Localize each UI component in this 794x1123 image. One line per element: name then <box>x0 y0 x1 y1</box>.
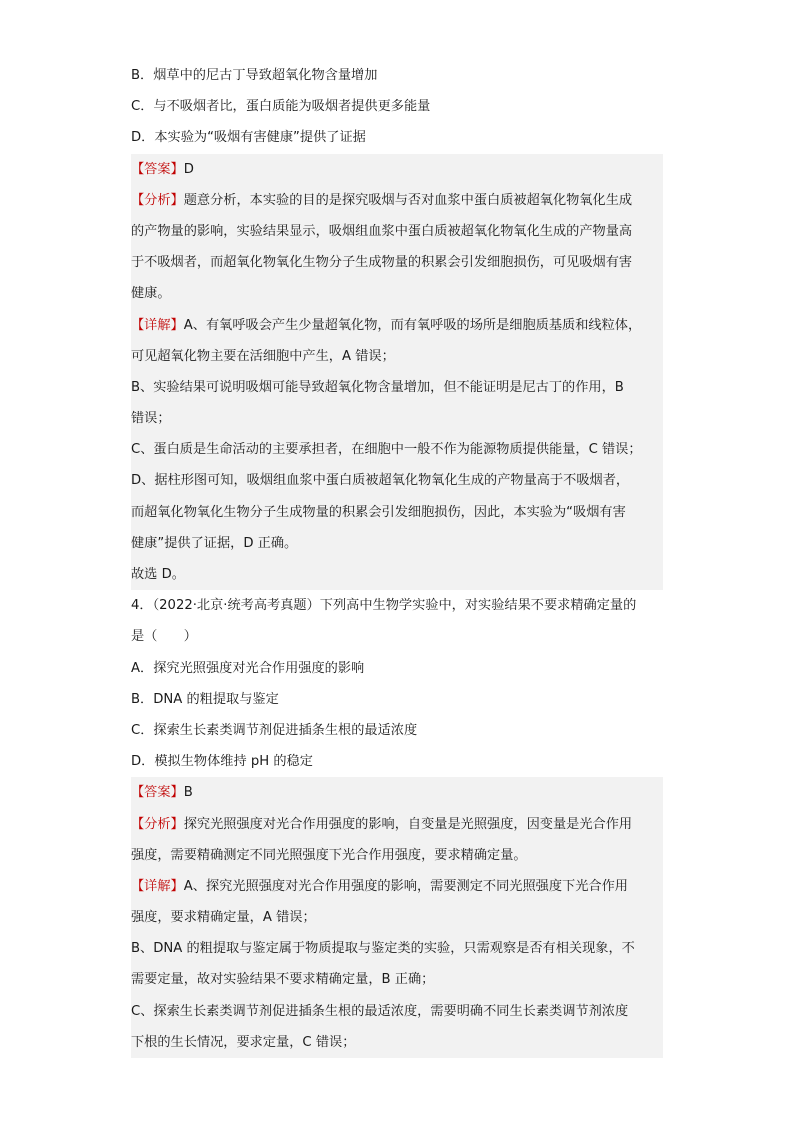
q4-detail-line: 强度，要求精确定量，A 错误； <box>131 910 316 926</box>
q3-detail-line: C、蛋白质是生命活动的主要承担者，在细胞中一般不作为能源物质提供能量，C 错误； <box>131 442 642 458</box>
q3-options <box>131 60 663 154</box>
q3-solution <box>131 154 663 591</box>
q3-detail-line: 【详解】A、有氧呼吸会产生少量超氧化物，而有氧呼吸的场所是细胞质基质和线粒体， <box>131 317 642 333</box>
analysis-tag: 【分析】 <box>131 816 184 832</box>
q3-option-c: C．与不吸烟者比，蛋白质能为吸烟者提供更多能量 <box>131 99 431 115</box>
q4-detail-line: 需要定量，故对实验结果不要求精确定量，B 正确； <box>131 972 435 988</box>
q4-detail-line: C、探索生长素类调节剂促进插条生根的最适浓度，需要明确不同生长素类调节剂浓度 <box>131 1003 629 1019</box>
q3-detail-line: D、据柱形图可知，吸烟组血浆中蛋白质被超氧化物氧化生成的产物量高于不吸烟者， <box>131 473 630 489</box>
q3-analysis-line: 【分析】题意分析，本实验的目的是探究吸烟与否对血浆中蛋白质被超氧化物氧化生成 <box>131 192 633 208</box>
q4-answer <box>131 777 663 808</box>
q4-stem-line: 4．（2022·北京·统考高考真题）下列高中生物学实验中，对实验结果不要求精确定量的 <box>131 598 637 614</box>
analysis-tag: 【分析】 <box>131 192 184 208</box>
q3-analysis-line: 健康。 <box>131 286 171 302</box>
q4-detail-line: B、DNA 的粗提取与鉴定属于物质提取与鉴定类的实验，只需观察是否有相关现象，不 <box>131 941 635 957</box>
q3-analysis-line: 的产物量的影响，实验结果显示，吸烟组血浆中蛋白质被超氧化物氧化生成的产物量高 <box>131 223 633 239</box>
q4-detail-line: 【详解】A、探究光照强度对光合作用强度的影响，需要测定不同光照强度下光合作用 <box>131 878 628 894</box>
q3-analysis-line: 于不吸烟者，而超氧化物氧化生物分子生成物量的积累会引发细胞损伤，可见吸烟有害 <box>131 255 633 271</box>
q4-stem-line: 是（ ） <box>131 629 197 645</box>
q4-option-d: D．模拟生物体维持 pH 的稳定 <box>131 754 313 770</box>
q3-detail-line: 可见超氧化物主要在活细胞中产生，A 错误； <box>131 348 395 364</box>
answer-tag: 【答案】 <box>131 785 184 801</box>
q3-detail-line: 而超氧化物氧化生物分子生成物量的积累会引发细胞损伤，因此，本实验为“吸烟有害 <box>131 504 626 520</box>
q3-detail-line: 故选 D。 <box>131 567 185 582</box>
q4-option-a: A．探究光照强度对光合作用强度的影响 <box>131 660 365 676</box>
answer-value: D <box>183 161 194 177</box>
detail-tag: 【详解】 <box>131 878 184 894</box>
q3-option-b: B．烟草中的尼古丁导致超氧化物含量增加 <box>131 68 378 83</box>
q3-option-d: D．本实验为“吸烟有害健康”提供了证据 <box>131 130 366 146</box>
answer-value: B <box>183 785 193 801</box>
q3-detail-line: 错误； <box>131 411 171 427</box>
q4-option-c: C．探索生长素类调节剂促进插条生根的最适浓度 <box>131 722 418 738</box>
q4-analysis-line: 【分析】探究光照强度对光合作用强度的影响，自变量是光照强度，因变量是光合作用 <box>131 816 633 832</box>
q3-detail-line: 健康”提供了证据，D 正确。 <box>131 535 298 551</box>
q4-solution <box>131 777 663 1058</box>
detail-tag: 【详解】 <box>131 317 184 333</box>
q4-detail-line: 下根的生长情况，要求定量，C 错误； <box>131 1034 356 1050</box>
q4-options <box>131 653 663 778</box>
q4-analysis-line: 强度，需要精确测定不同光照强度下光合作用强度，要求精确定量。 <box>131 847 527 863</box>
q3-detail-line: B、实验结果可说明吸烟可能导致超氧化物含量增加，但不能证明是尼古丁的作用，B <box>131 379 624 395</box>
q4-option-b: B．DNA 的粗提取与鉴定 <box>131 691 279 707</box>
q3-answer <box>131 154 663 185</box>
q4-stem <box>131 590 663 652</box>
document-content <box>131 60 663 1058</box>
answer-tag: 【答案】 <box>131 161 184 177</box>
